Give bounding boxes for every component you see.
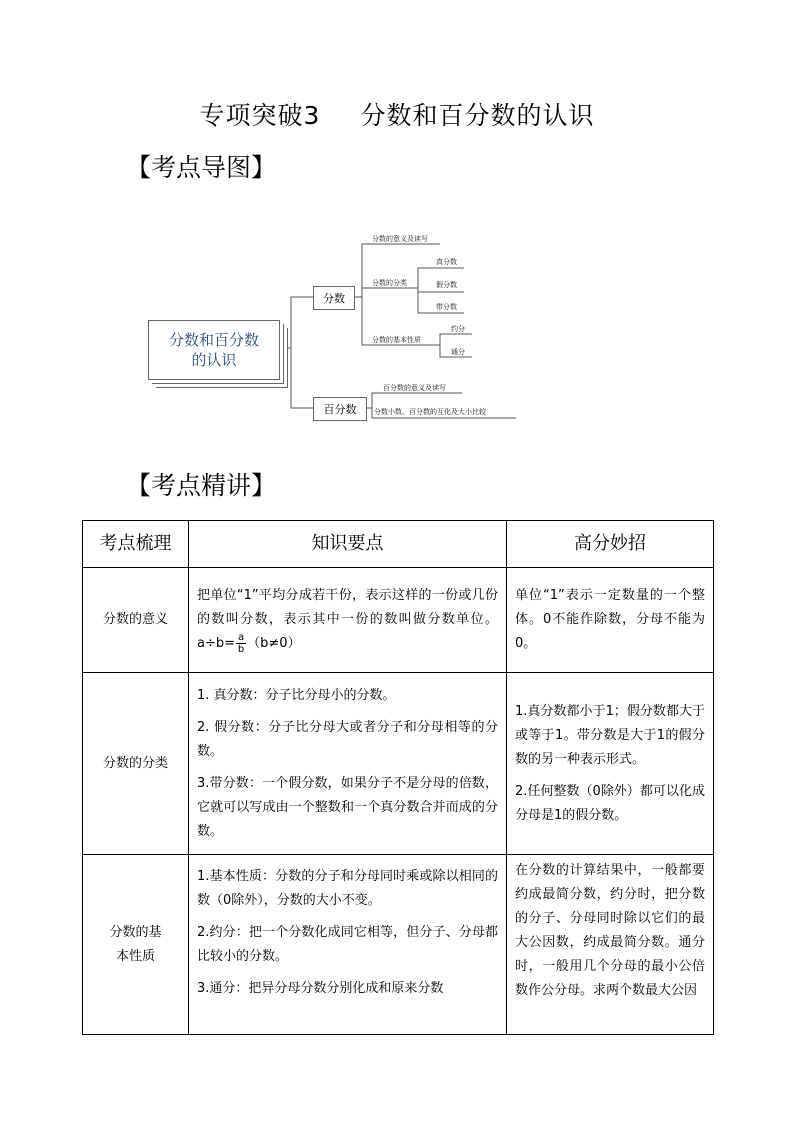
knowledge-item: 1.基本性质：分数的分子和分母同时乘或除以相同的数（0除外），分数的大小不变。 — [197, 869, 498, 908]
tip-text: 1.真分数都小于1；假分数都大于或等于1。带分数是大于1的假分数的另一种表示形式。 — [515, 703, 705, 767]
knowledge-table — [82, 520, 714, 1035]
row-knowledge — [189, 855, 507, 1035]
table-header: 高分妙招 — [507, 521, 714, 568]
knowledge-item: 3.带分数：一个假分数，如果分子不是分母的倍数，它就可以写成由一个整数和一个真分数合并而成的分数。 — [197, 775, 498, 839]
mind-map-leaf: 分数的基本性质 — [372, 336, 421, 344]
table-header-row — [83, 521, 714, 568]
page-title — [0, 96, 794, 132]
knowledge-text: 把单位“1”平均分成若干份，表示这样的一份或几份的数叫分数，表示其中一份的数叫做分数单位。 — [197, 588, 498, 627]
node-label: 分数 — [323, 292, 345, 305]
row-tips — [507, 673, 714, 855]
connector-root-percent — [291, 348, 313, 408]
section-heading-mindmap: 【考点导图】 — [126, 153, 277, 182]
row-category — [83, 855, 189, 1035]
mind-map-leaf: 假分数 — [436, 281, 457, 289]
fraction — [236, 632, 246, 655]
node-label: 百分数 — [323, 403, 357, 416]
mind-map-node-fraction — [313, 286, 355, 310]
tip-text: 2.任何整数（0除外）都可以化成分母是1的假分数。 — [515, 783, 705, 823]
row-category: 分数的意义 — [83, 568, 189, 673]
mind-map-node-percent — [313, 397, 367, 421]
table-row — [83, 673, 714, 855]
formula-left: a÷b= — [197, 636, 236, 651]
fraction-numerator: a — [238, 632, 245, 643]
mind-map-leaf: 通分 — [451, 348, 465, 356]
section-heading-detail: 【考点精讲】 — [126, 471, 277, 500]
connector-percent-meaning — [367, 393, 462, 408]
mind-map-root — [148, 320, 280, 380]
row-tips — [507, 568, 714, 673]
connector-root-fraction — [286, 297, 313, 348]
mind-map-leaf: 分数的分类 — [372, 279, 407, 287]
fraction-denominator: b — [237, 644, 245, 655]
table-row — [83, 568, 714, 673]
title-part2: 分数和百分数的认识 — [360, 101, 595, 130]
row-category: 分数的分类 — [83, 673, 189, 855]
row-knowledge — [189, 673, 507, 855]
knowledge-item: 2. 假分数：分子比分母大或者分子和分母相等的分数。 — [197, 719, 498, 759]
mind-map-leaf: 分数的意义及读写 — [372, 235, 428, 243]
connector-fraction-meaning — [355, 244, 440, 297]
formula-right: （b≠0） — [247, 636, 301, 651]
tip-text: 单位“1”表示一定数量的一个整体。0不能作除数，分母不能为0。 — [515, 588, 705, 651]
mind-map-root-label: 分数和百分数的认识 — [168, 331, 259, 369]
mind-map-leaf: 约分 — [451, 325, 465, 333]
knowledge-item: 2.约分：把一个分数化成同它相等，但分子、分母都比较小的分数。 — [197, 925, 498, 964]
mind-map-leaf: 百分数的意义及读写 — [383, 384, 446, 392]
mind-map-leaf: 带分数 — [436, 303, 457, 311]
tip-text: 在分数的计算结果中，一般都要约成最简分数，约分时，把分数的分子、分母同时除以它们的最大公因数，约成最简分数。通分时，一般用几个分母的最小公倍数作公分母。求两个数最大公因 — [515, 863, 705, 998]
connector-fraction-types — [362, 288, 418, 297]
table-header: 知识要点 — [189, 521, 507, 568]
title-part1: 专项突破3 — [199, 101, 321, 130]
knowledge-item: 1. 真分数：分子比分母小的分数。 — [197, 687, 396, 703]
knowledge-item: 3.通分：把异分母分数分别化成和原来分数 — [197, 981, 444, 996]
connector-property-reduce — [440, 334, 472, 345]
row-category-label: 分数的基本性质 — [109, 924, 162, 964]
mind-map-leaf: 真分数 — [436, 258, 457, 266]
mind-map-leaf: 分数小数、百分数的互化及大小比较 — [374, 408, 486, 416]
table-header: 考点梳理 — [83, 521, 189, 568]
row-tips — [507, 855, 714, 1035]
table-row — [83, 855, 714, 1035]
row-knowledge — [189, 568, 507, 673]
